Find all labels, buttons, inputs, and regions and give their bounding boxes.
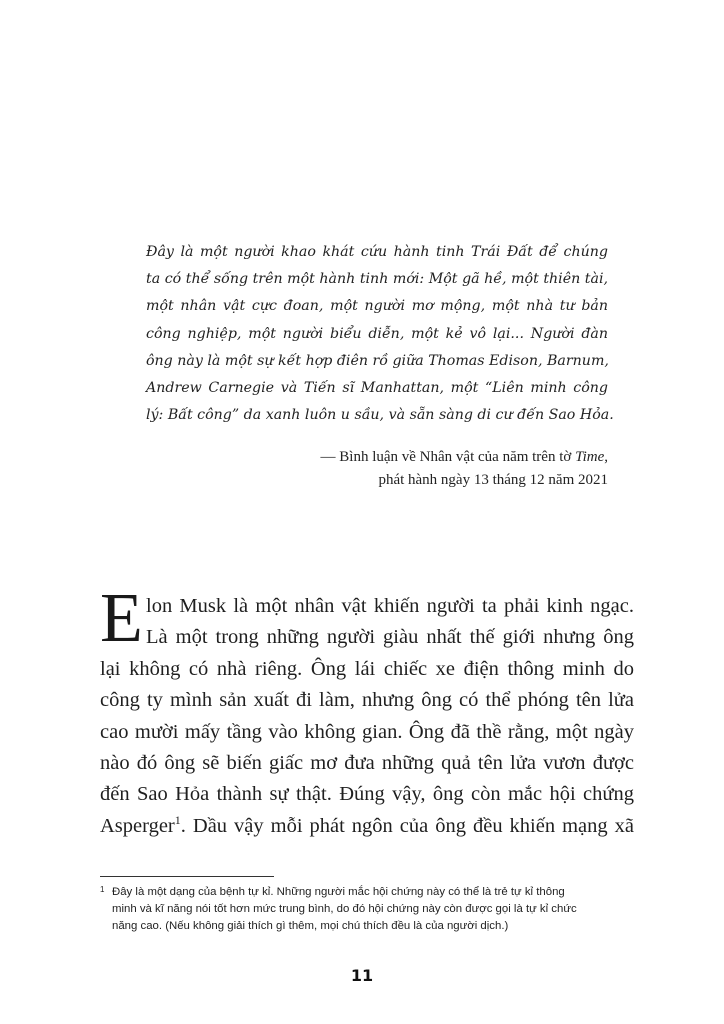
attribution-prefix: — Bình luận về Nhân vật của năm trên tờ [320,449,576,465]
epigraph-attribution [200,446,608,492]
footnote-divider [100,876,274,877]
body-text-continuation: . Dầu vậy mỗi phát ngôn của ông đều khiến mạng xã [180,814,634,837]
body-line: đến Sao Hỏa thành sự thật. Đúng vậy, ông còn mắc hội chứng [100,783,634,806]
footnote-line: minh và kĩ năng nói tốt hơn mức trung bình, do đó hội chứng này còn được gọi là tự kỉ chức [112,903,577,915]
body-paragraph [100,591,634,842]
footnote-line: năng cao. (Nếu không giải thích gì thêm, mọi chú thích đều là của người dịch.) [112,920,509,932]
attribution-publication: Time [575,449,605,465]
epigraph-line: một nhân vật cực đoan, một người mơ mộng, một nhà tư bản [146,298,608,315]
footnote-number: 1 [100,885,105,894]
body-line: lon Musk là một nhân vật khiến người ta phải kinh ngạc. [146,595,634,617]
body-line: nào đó ông sẽ biến giấc mơ đưa những quả tên lửa vươn được [100,752,634,775]
attribution-line-2: phát hành ngày 13 tháng 12 năm 2021 [378,472,608,488]
epigraph-line: Đây là một người khao khát cứu hành tinh Trái Đất để chúng [146,244,608,260]
page-number: 11 [350,966,374,985]
body-line: cao mười mấy tầng vào không gian. Ông đã thề rằng, một ngày [100,720,634,743]
epigraph-line: công nghiệp, một người biểu diễn, một kẻ vô lại... Người đàn [146,325,608,342]
epigraph-line: ông này là một sự kết hợp điên rồ giữa Thomas Edison, Barnum, [146,352,609,369]
footnote-line: Đây là một dạng của bệnh tự kỉ. Những người mắc hội chứng này có thể là trẻ tự kỉ thông [112,886,565,898]
body-line: lại không có nhà riêng. Ông lái chiếc xe điện thông minh do [100,657,634,680]
attribution-line-1 [200,446,608,469]
epigraph-line: ta có thể sống trên một hành tinh mới: Một gã hề, một thiên tài, [146,271,608,288]
attribution-suffix: , [604,449,608,465]
epigraph-line: lý: Bất công” da xanh luôn u sầu, và sẵn sàng di cư đến Sao Hỏa. [146,407,614,424]
drop-cap: E [100,580,143,657]
body-text-asperger: Asperger [100,814,175,837]
footnote [100,884,630,935]
body-line-last [100,811,634,842]
body-line: Là một trong những người giàu nhất thế giới nhưng ông [146,626,634,649]
footnote-reference[interactable]: 1 [174,813,181,828]
epigraph-line: Andrew Carnegie và Tiến sĩ Manhattan, một “Liên minh công [146,380,608,397]
epigraph-quote [146,239,614,429]
body-line: công ty mình sản xuất đi làm, nhưng ông có thể phóng tên lửa [100,689,634,712]
